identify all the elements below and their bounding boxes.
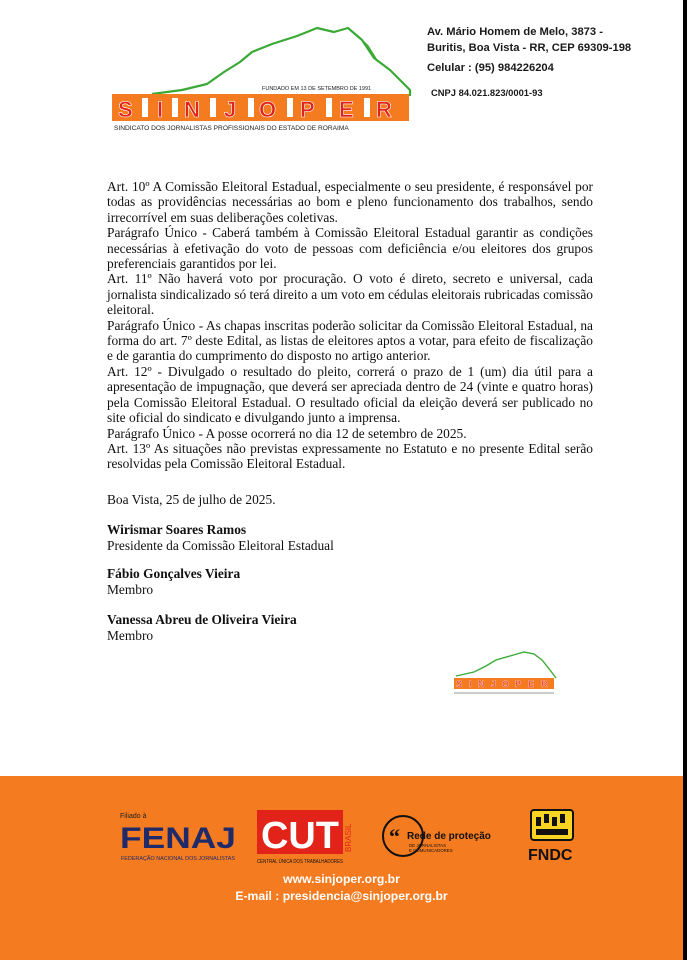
svg-text:S: S bbox=[118, 97, 133, 122]
cnpj-number: CNPJ 84.021.823/0001-93 bbox=[431, 87, 543, 98]
paragraph-art-11: Art. 11º Não haverá voto por procuração. O voto é direto, secreto e universal, cada jornalista sindicalizado só terá direito a um voto em cédulas eleitorais rubricadas comissão eleitoral. bbox=[107, 271, 593, 318]
cut-brasil: BRASIL bbox=[344, 823, 353, 852]
fenaj-filiado-text: Filiado à bbox=[120, 813, 147, 820]
svg-text:O: O bbox=[502, 679, 510, 689]
svg-text:S: S bbox=[456, 679, 463, 689]
address-line-1: Av. Mário Homem de Melo, 3873 - bbox=[427, 26, 603, 38]
page-edge bbox=[683, 0, 687, 960]
paragraph-art-10: Art. 10º A Comissão Eleitoral Estadual, especialmente o seu presidente, é responsável por todas as providências necessárias ao bom e pleno funcionamento dos trabalhos, sendo irrecorrível em suas deliberações coletivas. bbox=[107, 179, 593, 225]
svg-text:I: I bbox=[469, 679, 472, 689]
document-body bbox=[107, 179, 593, 472]
fndc-name: FNDC bbox=[528, 847, 573, 864]
fndc-logo bbox=[527, 808, 579, 866]
cut-subtitle: CENTRAL ÚNICA DOS TRABALHADORES bbox=[257, 859, 355, 865]
logo-founded-text: FUNDADO EM 13 DE SETEMBRO DE 1991 bbox=[262, 86, 372, 92]
svg-text:O: O bbox=[259, 97, 277, 122]
svg-text:R: R bbox=[541, 679, 548, 689]
signature-block bbox=[107, 612, 297, 643]
signer-name: Wirismar Soares Ramos bbox=[107, 522, 247, 537]
svg-text:J: J bbox=[224, 97, 237, 122]
document-date: Boa Vista, 25 de julho de 2025. bbox=[107, 492, 276, 507]
signer-name: Vanessa Abreu de Oliveira Vieira bbox=[107, 612, 297, 627]
email-link[interactable]: E-mail : presidencia@sinjoper.org.br bbox=[235, 889, 448, 903]
paragraph-unico-2: Parágrafo Único - As chapas inscritas poderão solicitar da Comissão Eleitoral Estadual, na forma do art. 7º deste Edital, as listas de eleitores aptos a votar, para efeito de fiscalização e de garantia do cumprimento do disposto no artigo anterior. bbox=[107, 317, 593, 364]
paragraph-art-12: Art. 12º - Divulgado o resultado do pleito, correrá o prazo de 1 (um) dia útil para a apresentação de impugnação, que deverá ser apreciada dentro de 24 (vinte e quatro horas) pela Comissão Eleitoral Estadual. O resultado oficial da eleição deverá ser publicado no site oficial do sindicato e divulgando junto a imprensa. bbox=[107, 363, 593, 426]
svg-text:E: E bbox=[528, 679, 535, 689]
fenaj-name: FENAJ bbox=[120, 822, 236, 855]
svg-text:P: P bbox=[300, 97, 315, 122]
paragraph-unico-1: Parágrafo Único - Caberá também à Comissão Eleitoral Estadual garantir as condições necessárias à efetivação do voto de pessoas com deficiência e/ou eleitores dos grupos preferenciais garantidos por lei. bbox=[107, 225, 593, 272]
logo-subtitle-text: SINDICATO DOS JORNALISTAS PROFISSIONAIS DO ESTADO DE RORAIMA bbox=[114, 125, 349, 132]
rede-sub1: DE JORNALISTAS bbox=[409, 843, 447, 848]
sinjoper-logo bbox=[112, 22, 412, 134]
signature-block bbox=[107, 522, 334, 553]
svg-text:I: I bbox=[157, 97, 164, 122]
rede-protecao-logo bbox=[381, 812, 503, 862]
footer-band bbox=[0, 776, 683, 960]
rede-sub2: E COMUNICADORES bbox=[409, 848, 453, 853]
svg-text:N: N bbox=[184, 97, 200, 122]
svg-text:J: J bbox=[491, 679, 497, 689]
signer-name: Fábio Gonçalves Vieira bbox=[107, 566, 241, 581]
fenaj-logo bbox=[120, 810, 238, 866]
rede-name: Rede de proteção bbox=[407, 831, 491, 842]
address-line-2: Buritis, Boa Vista - RR, CEP 69309-198 bbox=[427, 41, 632, 54]
fenaj-subtitle: FEDERAÇÃO NACIONAL DOS JORNALISTAS bbox=[121, 856, 231, 862]
signer-role: Membro bbox=[107, 581, 154, 597]
svg-text:R: R bbox=[376, 97, 392, 122]
paragraph-unico-3: Parágrafo Único - A posse ocorrerá no dia 12 de setembro de 2025. bbox=[107, 425, 467, 441]
signer-role: Membro bbox=[107, 627, 154, 643]
svg-text:“: “ bbox=[389, 824, 400, 849]
website-link[interactable]: www.sinjoper.org.br bbox=[283, 872, 400, 886]
svg-text:P: P bbox=[515, 679, 522, 689]
svg-text:N: N bbox=[478, 679, 485, 689]
signer-role: Presidente da Comissão Eleitoral Estadual bbox=[107, 537, 334, 553]
address-block bbox=[427, 25, 667, 56]
paragraph-art-13: Art. 13º As situações não previstas expressamente no Estatuto e no presente Edital serão resolvidas pela Comissão Eleitoral Estadual. bbox=[107, 440, 593, 472]
cut-name: CUT bbox=[261, 815, 339, 857]
signature-block bbox=[107, 566, 240, 597]
phone-number: Celular : (95) 984226204 bbox=[427, 62, 554, 74]
cut-logo bbox=[257, 810, 355, 866]
svg-text:E: E bbox=[339, 97, 354, 122]
sinjoper-stamp-logo bbox=[452, 650, 558, 702]
